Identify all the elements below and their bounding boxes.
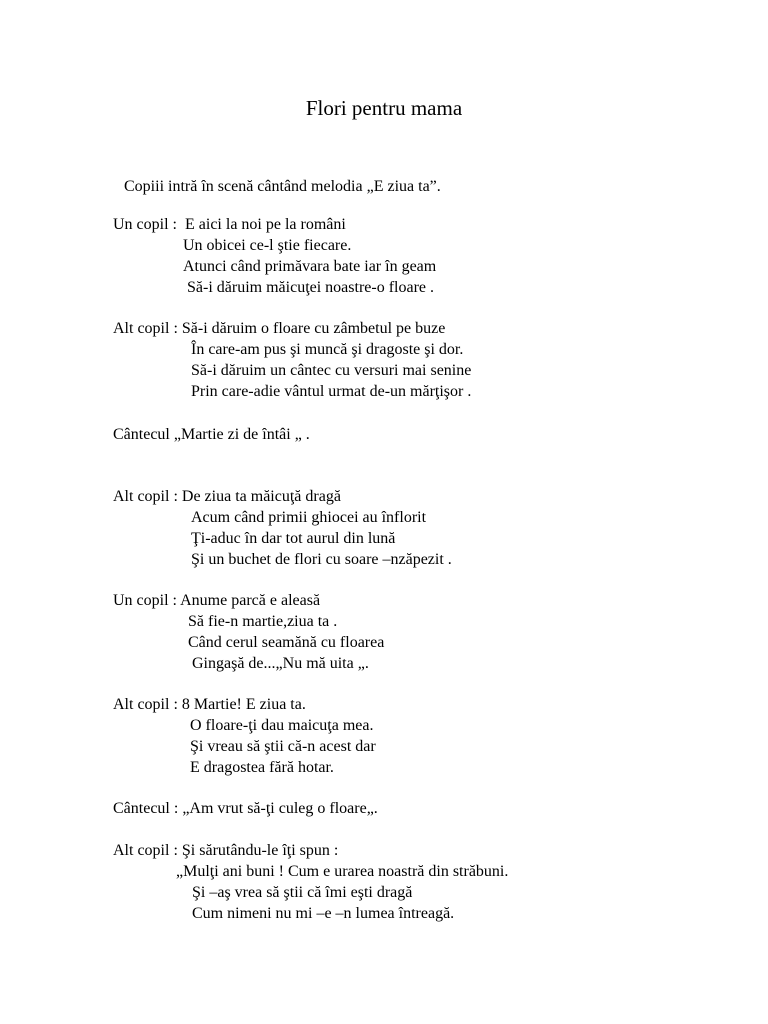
- stanza-line: [113, 590, 384, 611]
- verse-text: De ziua ta măicuţă dragă: [181, 488, 341, 505]
- stanza-alt-copil-3: [113, 694, 376, 778]
- stanza-line: În care-am pus şi muncă şi dragoste şi dor.: [191, 341, 464, 358]
- stanza-line: [113, 318, 471, 339]
- stanza-alt-copil-2: [113, 486, 452, 570]
- speaker-label: Alt copil :: [113, 320, 178, 337]
- stanza-line: Cum nimeni nu mi –e –n lumea întreagă.: [192, 905, 455, 922]
- stanza-line: Să-i dăruim un cântec cu versuri mai senine: [191, 362, 472, 379]
- stanza-line: [113, 486, 452, 507]
- stanza-un-copil-1: [113, 214, 436, 298]
- stanza-line: Şi vreau să ştii că-n acest dar: [190, 738, 376, 755]
- stanza-line: Prin care-adie vântul urmat de-un mărţişor .: [191, 383, 472, 400]
- verse-text: E aici la noi pe la români: [185, 216, 346, 233]
- stanza-line: Să fie-n martie,ziua ta .: [188, 613, 338, 630]
- stanza-line: E dragostea fără hotar.: [190, 759, 334, 776]
- verse-text: Anume parcă e aleasă: [180, 592, 321, 609]
- speaker-label: Un copil :: [113, 216, 177, 233]
- speaker-label: Alt copil :: [113, 696, 178, 713]
- stanza-line: [113, 214, 436, 235]
- speaker-label: Alt copil :: [113, 488, 178, 505]
- stanza-alt-copil-1: [113, 318, 471, 402]
- speaker-label: Alt copil :: [113, 842, 178, 859]
- stanza-line: Un obicei ce-l ştie fiecare.: [183, 237, 352, 254]
- stanza-line: Gingaşă de...„Nu mă uita „.: [192, 655, 369, 672]
- stanza-line: Şi un buchet de flori cu soare –nzăpezit .: [191, 551, 452, 568]
- stanza-line: Acum când primii ghiocei au înflorit: [191, 509, 427, 526]
- stanza-line: Ţi-aduc în dar tot aurul din lună: [191, 530, 396, 547]
- stage-direction-intro: Copiii intră în scenă cântând melodia „E ziua ta”.: [124, 178, 441, 195]
- stanza-line: Şi –aş vrea să ştii că îmi eşti dragă: [192, 884, 413, 901]
- document-title: Flori pentru mama: [305, 96, 463, 120]
- song-cue-1: [113, 424, 310, 445]
- stanza-line: O floare-ţi dau maicuţa mea.: [190, 717, 374, 734]
- stage-direction: Cântecul „Martie zi de întâi „ .: [113, 426, 310, 443]
- stanza-line: [113, 694, 376, 715]
- verse-text: Să-i dăruim o floare cu zâmbetul pe buze: [181, 320, 446, 337]
- stanza-line: Când cerul seamănă cu floarea: [188, 634, 385, 651]
- stanza-un-copil-2: [113, 590, 384, 674]
- stage-direction: Cântecul : „Am vrut să-ţi culeg o floare„.: [113, 800, 378, 817]
- speaker-label: Un copil :: [113, 592, 177, 609]
- stanza-line: Să-i dăruim măicuţei noastre-o floare .: [187, 279, 435, 296]
- stanza-alt-copil-4: [113, 840, 508, 924]
- verse-text: Şi sărutându-le îţi spun :: [181, 842, 339, 859]
- stanza-line: Atunci când primăvara bate iar în geam: [183, 258, 437, 275]
- song-cue-2: [113, 798, 378, 819]
- verse-text: 8 Martie! E ziua ta.: [181, 696, 306, 713]
- stanza-line: „Mulţi ani buni ! Cum e urarea noastră din străbuni.: [176, 863, 509, 880]
- stanza-line: [113, 840, 508, 861]
